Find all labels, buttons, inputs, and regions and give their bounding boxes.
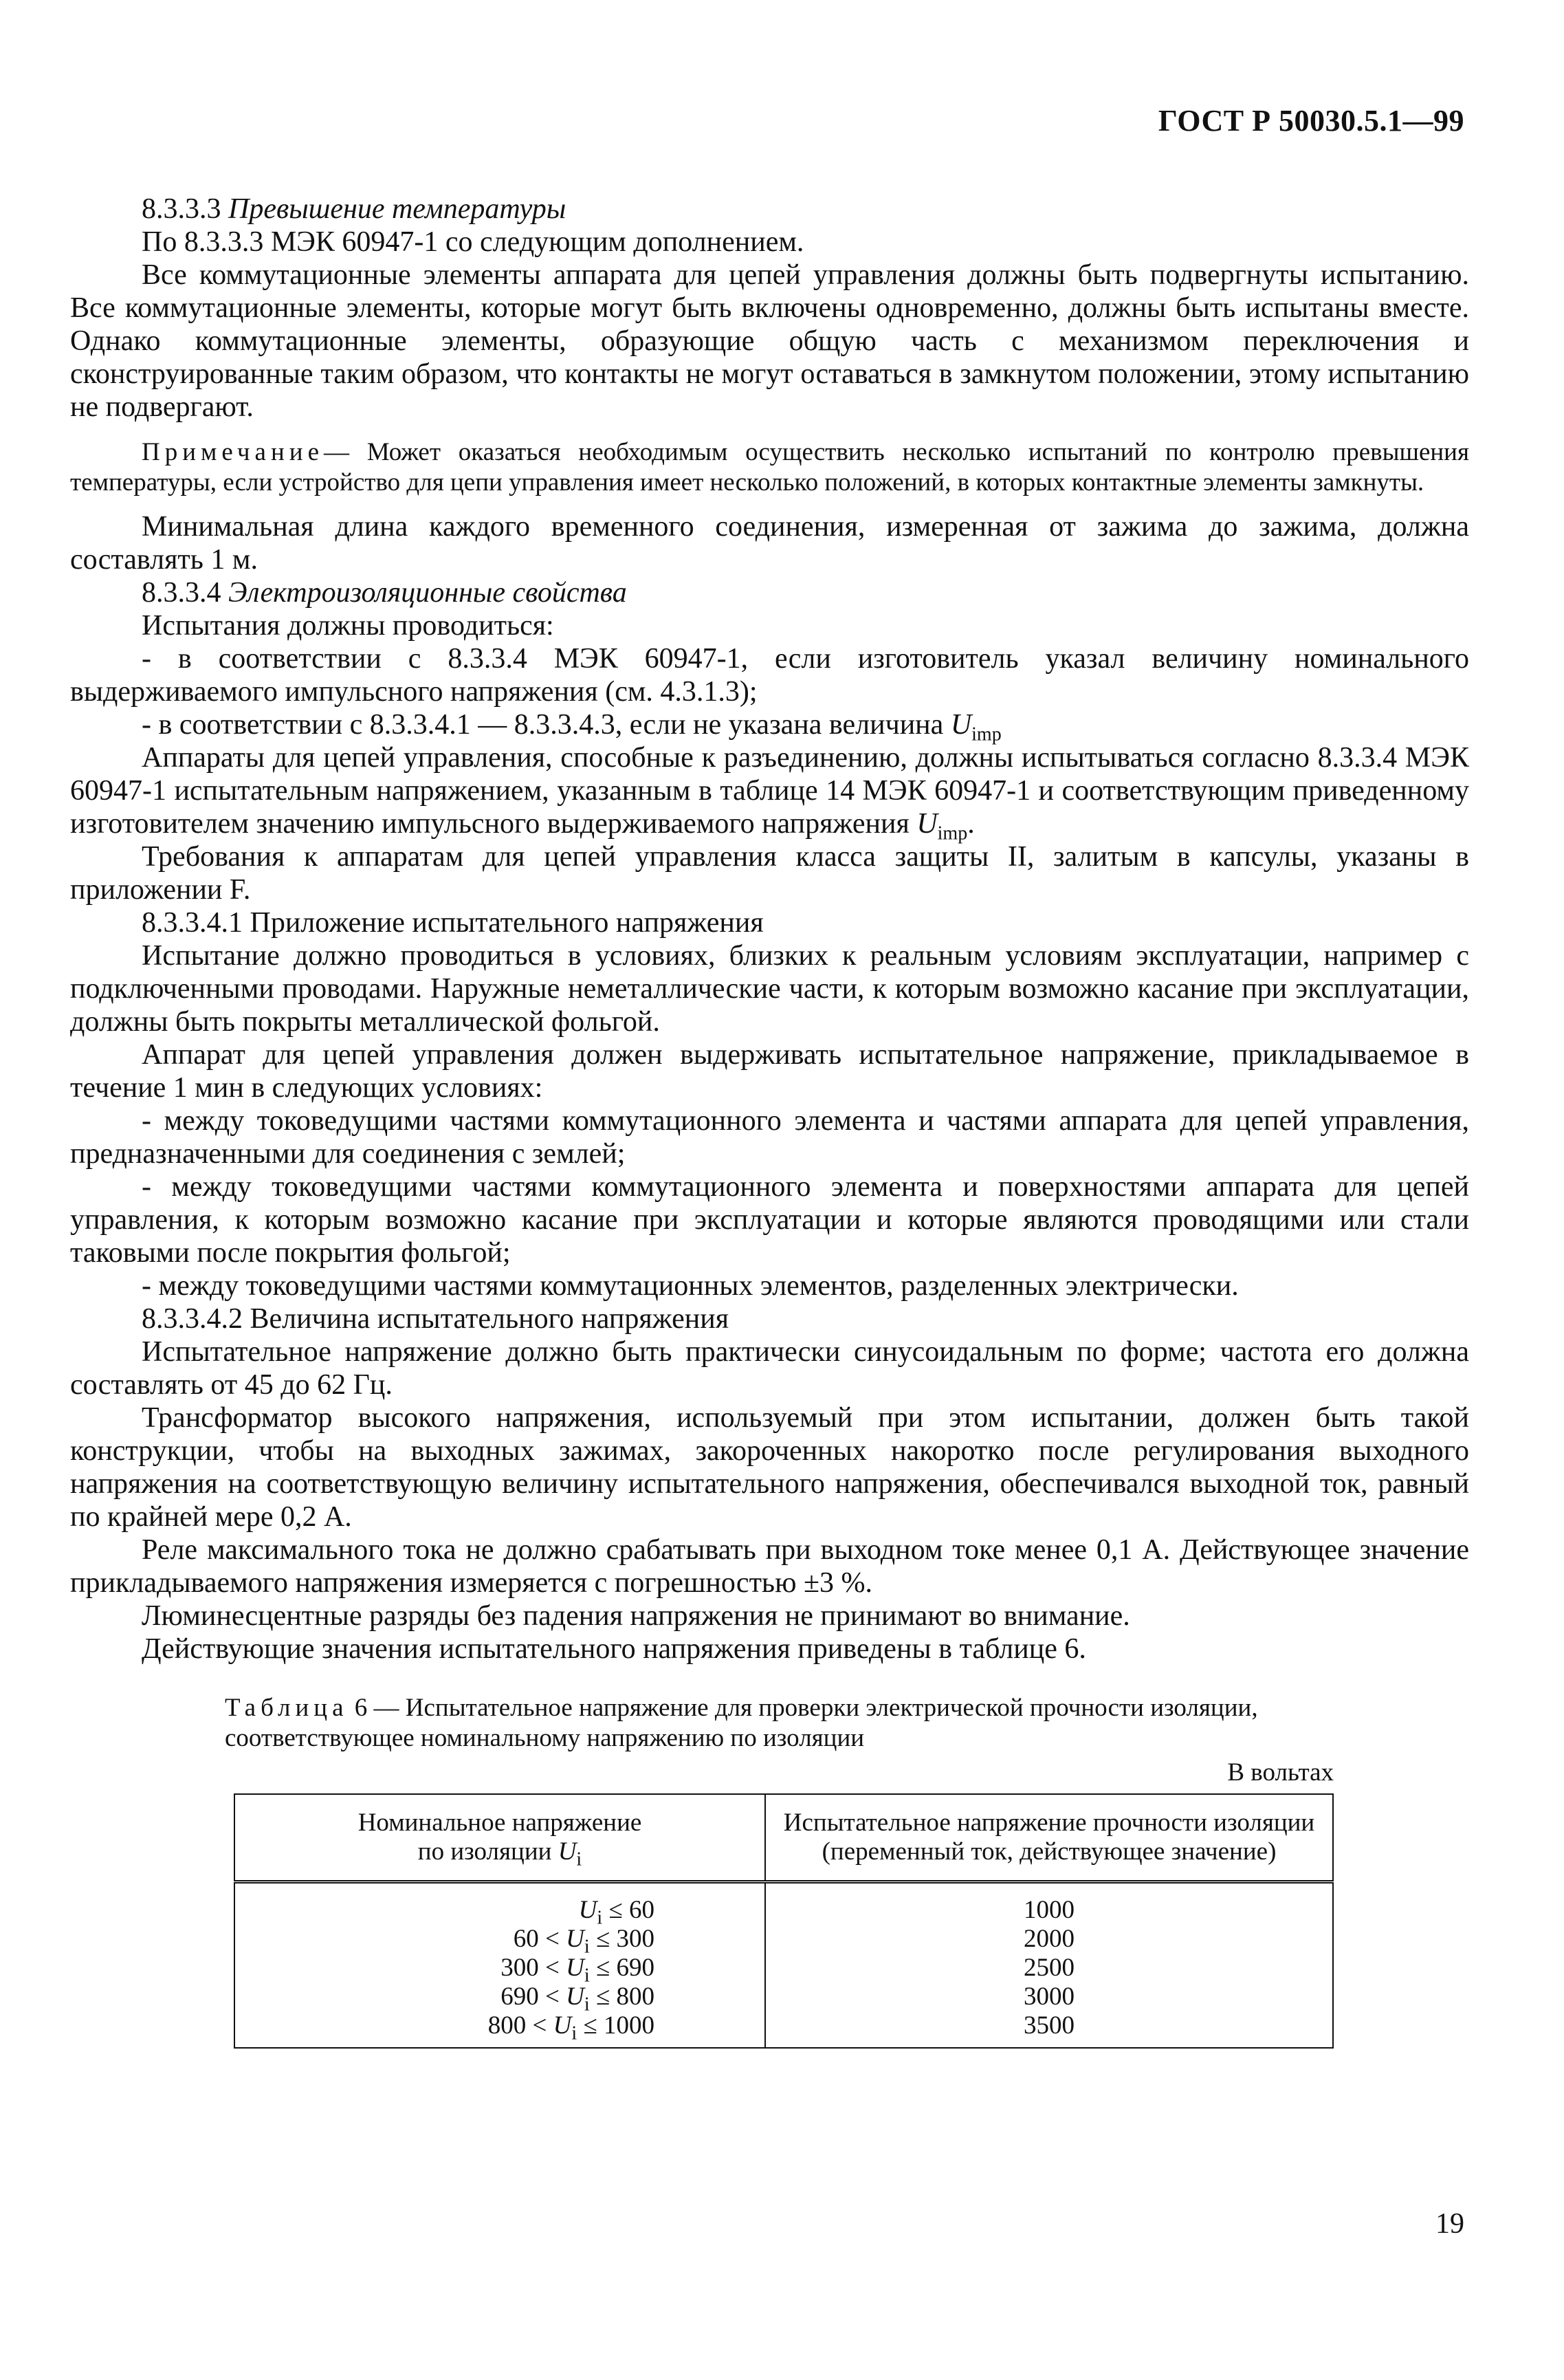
note-text: — Может оказаться необходимым осуществить несколько испытаний по контролю превышения температуры, если устройство для цепи управления имеет несколько положений, в которых контактные элементы замкнуты. (70, 438, 1469, 496)
section-heading-8-3-3-3: 8.3.3.3 Превышение температуры (142, 193, 566, 225)
table-header-test-voltage: Испытательное напряжение прочности изоляции (переменный ток, действующее значение) (765, 1794, 1333, 1882)
table-row (234, 1954, 1333, 1983)
list-item: - между токоведущими частями коммутационных элементов, разделенных электрически. (142, 1270, 1239, 1302)
table-6 (234, 1793, 1334, 2049)
subsection-heading: 8.3.3.4.2 Величина испытательного напряжения (142, 1303, 729, 1335)
document-header: ГОСТ Р 50030.5.1—99 (1158, 104, 1464, 138)
paragraph: По 8.3.3.3 МЭК 60947-1 со следующим дополнением. (142, 226, 804, 258)
subsection-heading: 8.3.3.4.1 Приложение испытательного напряжения (142, 907, 764, 939)
paragraph: Реле максимального тока не должно срабатывать при выходном токе менее 0,1 А. Действующее значение прикладываемого напряжения измеряется с погрешностью ±3 %. (70, 1534, 1469, 1599)
document-body (70, 193, 1469, 2049)
paragraph: Действующие значения испытательного напряжения приведены в таблице 6. (142, 1633, 1086, 1665)
paragraph: Испытательное напряжение должно быть практически синусоидальным по форме; частота его должна составлять от 45 до 62 Гц. (70, 1336, 1469, 1401)
test-voltage-value: 3500 (765, 2011, 1333, 2048)
paragraph: Аппараты для цепей управления, способные к разъединению, должны испытываться согласно 8.3.3.4 МЭК 60947-1 испытательным напряжением, указанным в таблице 14 МЭК 60947-1 и соответствующим приведенному изготовителем значению импульсного выдерживаемого напряжения $U_{imp}$. (70, 742, 1469, 844)
rated-voltage-range: $60 < U_i \le 300$ (234, 1925, 765, 1954)
paragraph: Люминесцентные разряды без падения напряжения не принимают во внимание. (142, 1600, 1130, 1632)
table-row (234, 1925, 1333, 1954)
table-row (234, 1983, 1333, 2011)
list-item: - в соответствии с 8.3.3.4.1 — 8.3.3.4.3, если не указана величина $U_{imp}$ (142, 709, 1002, 745)
rated-voltage-range: $300 < U_i \le 690$ (234, 1954, 765, 1983)
paragraph: Испытания должны проводиться: (142, 610, 554, 642)
rated-voltage-range: $U_i \le 60$ (234, 1882, 765, 1925)
list-item: - в соответствии с 8.3.3.4 МЭК 60947-1, если изготовитель указал величину номинального выдерживаемого импульсного напряжения (см. 4.3.1.3); (70, 643, 1469, 708)
note-label: Примечание (142, 438, 324, 466)
paragraph: Трансформатор высокого напряжения, используемый при этом испытании, должен быть такой конструкции, чтобы на выходных зажимах, закороченных накоротко после регулирования выходного напряжения на соответствующую величину испытательного напряжения, обеспечивался выходной ток, равный по крайней мере 0,2 А. (70, 1402, 1469, 1533)
paragraph: Минимальная длина каждого временного соединения, измеренная от зажима до зажима, должна составлять 1 м. (70, 511, 1469, 576)
table-units: В вольтах (1227, 1758, 1334, 1787)
paragraph: Аппарат для цепей управления должен выдерживать испытательное напряжение, прикладываемое в течение 1 мин в следующих условиях: (70, 1039, 1469, 1104)
test-voltage-value: 2000 (765, 1925, 1333, 1954)
list-item: - между токоведущими частями коммутационного элемента и поверхностями аппарата для цепей управления, к которым возможно касание при эксплуатации и которые являются проводящими или стали таковыми после покрытия фольгой; (70, 1171, 1469, 1269)
rated-voltage-range: $800 < U_i \le 1000$ (234, 2011, 765, 2048)
test-voltage-value: 1000 (765, 1882, 1333, 1925)
paragraph: Испытание должно проводиться в условиях, близких к реальным условиям эксплуатации, например с подключенными проводами. Наружные неметаллические части, к которым возможно касание при эксплуатации, должны быть покрыты металлической фольгой. (70, 940, 1469, 1038)
note (70, 437, 1469, 498)
table-row (234, 1882, 1333, 1925)
test-voltage-value: 2500 (765, 1954, 1333, 1983)
table-row (234, 2011, 1333, 2048)
paragraph: Требования к аппаратам для цепей управления класса защиты II, залитым в капсулы, указаны в приложении F. (70, 841, 1469, 906)
paragraph: Все коммутационные элементы аппарата для цепей управления должны быть подвергнуты испытанию. Все коммутационные элементы, которые могут быть включены одновременно, должны быть испытаны вместе. Однако коммутационные элементы, образующие общую часть с механизмом переключения и сконструированные таким образом, что контакты не могут оставаться в замкнутом положении, этому испытанию не подвергают. (70, 259, 1469, 423)
test-voltage-value: 3000 (765, 1983, 1333, 2011)
table-caption: Таблица 6 — Испытательное напряжение для проверки электрической прочности изоляции, соответствующее номинальному напряжению по изоляции (225, 1694, 1258, 1752)
table-header-rated-voltage: Номинальное напряжение по изоляции $U_i$ (234, 1794, 765, 1882)
rated-voltage-range: $690 < U_i \le 800$ (234, 1983, 765, 2011)
list-item: - между токоведущими частями коммутационного элемента и частями аппарата для цепей управления, предназначенными для соединения с землей; (70, 1105, 1469, 1170)
page-number: 19 (1435, 2208, 1464, 2240)
section-heading-8-3-3-4: 8.3.3.4 Электроизоляционные свойства (142, 577, 627, 609)
